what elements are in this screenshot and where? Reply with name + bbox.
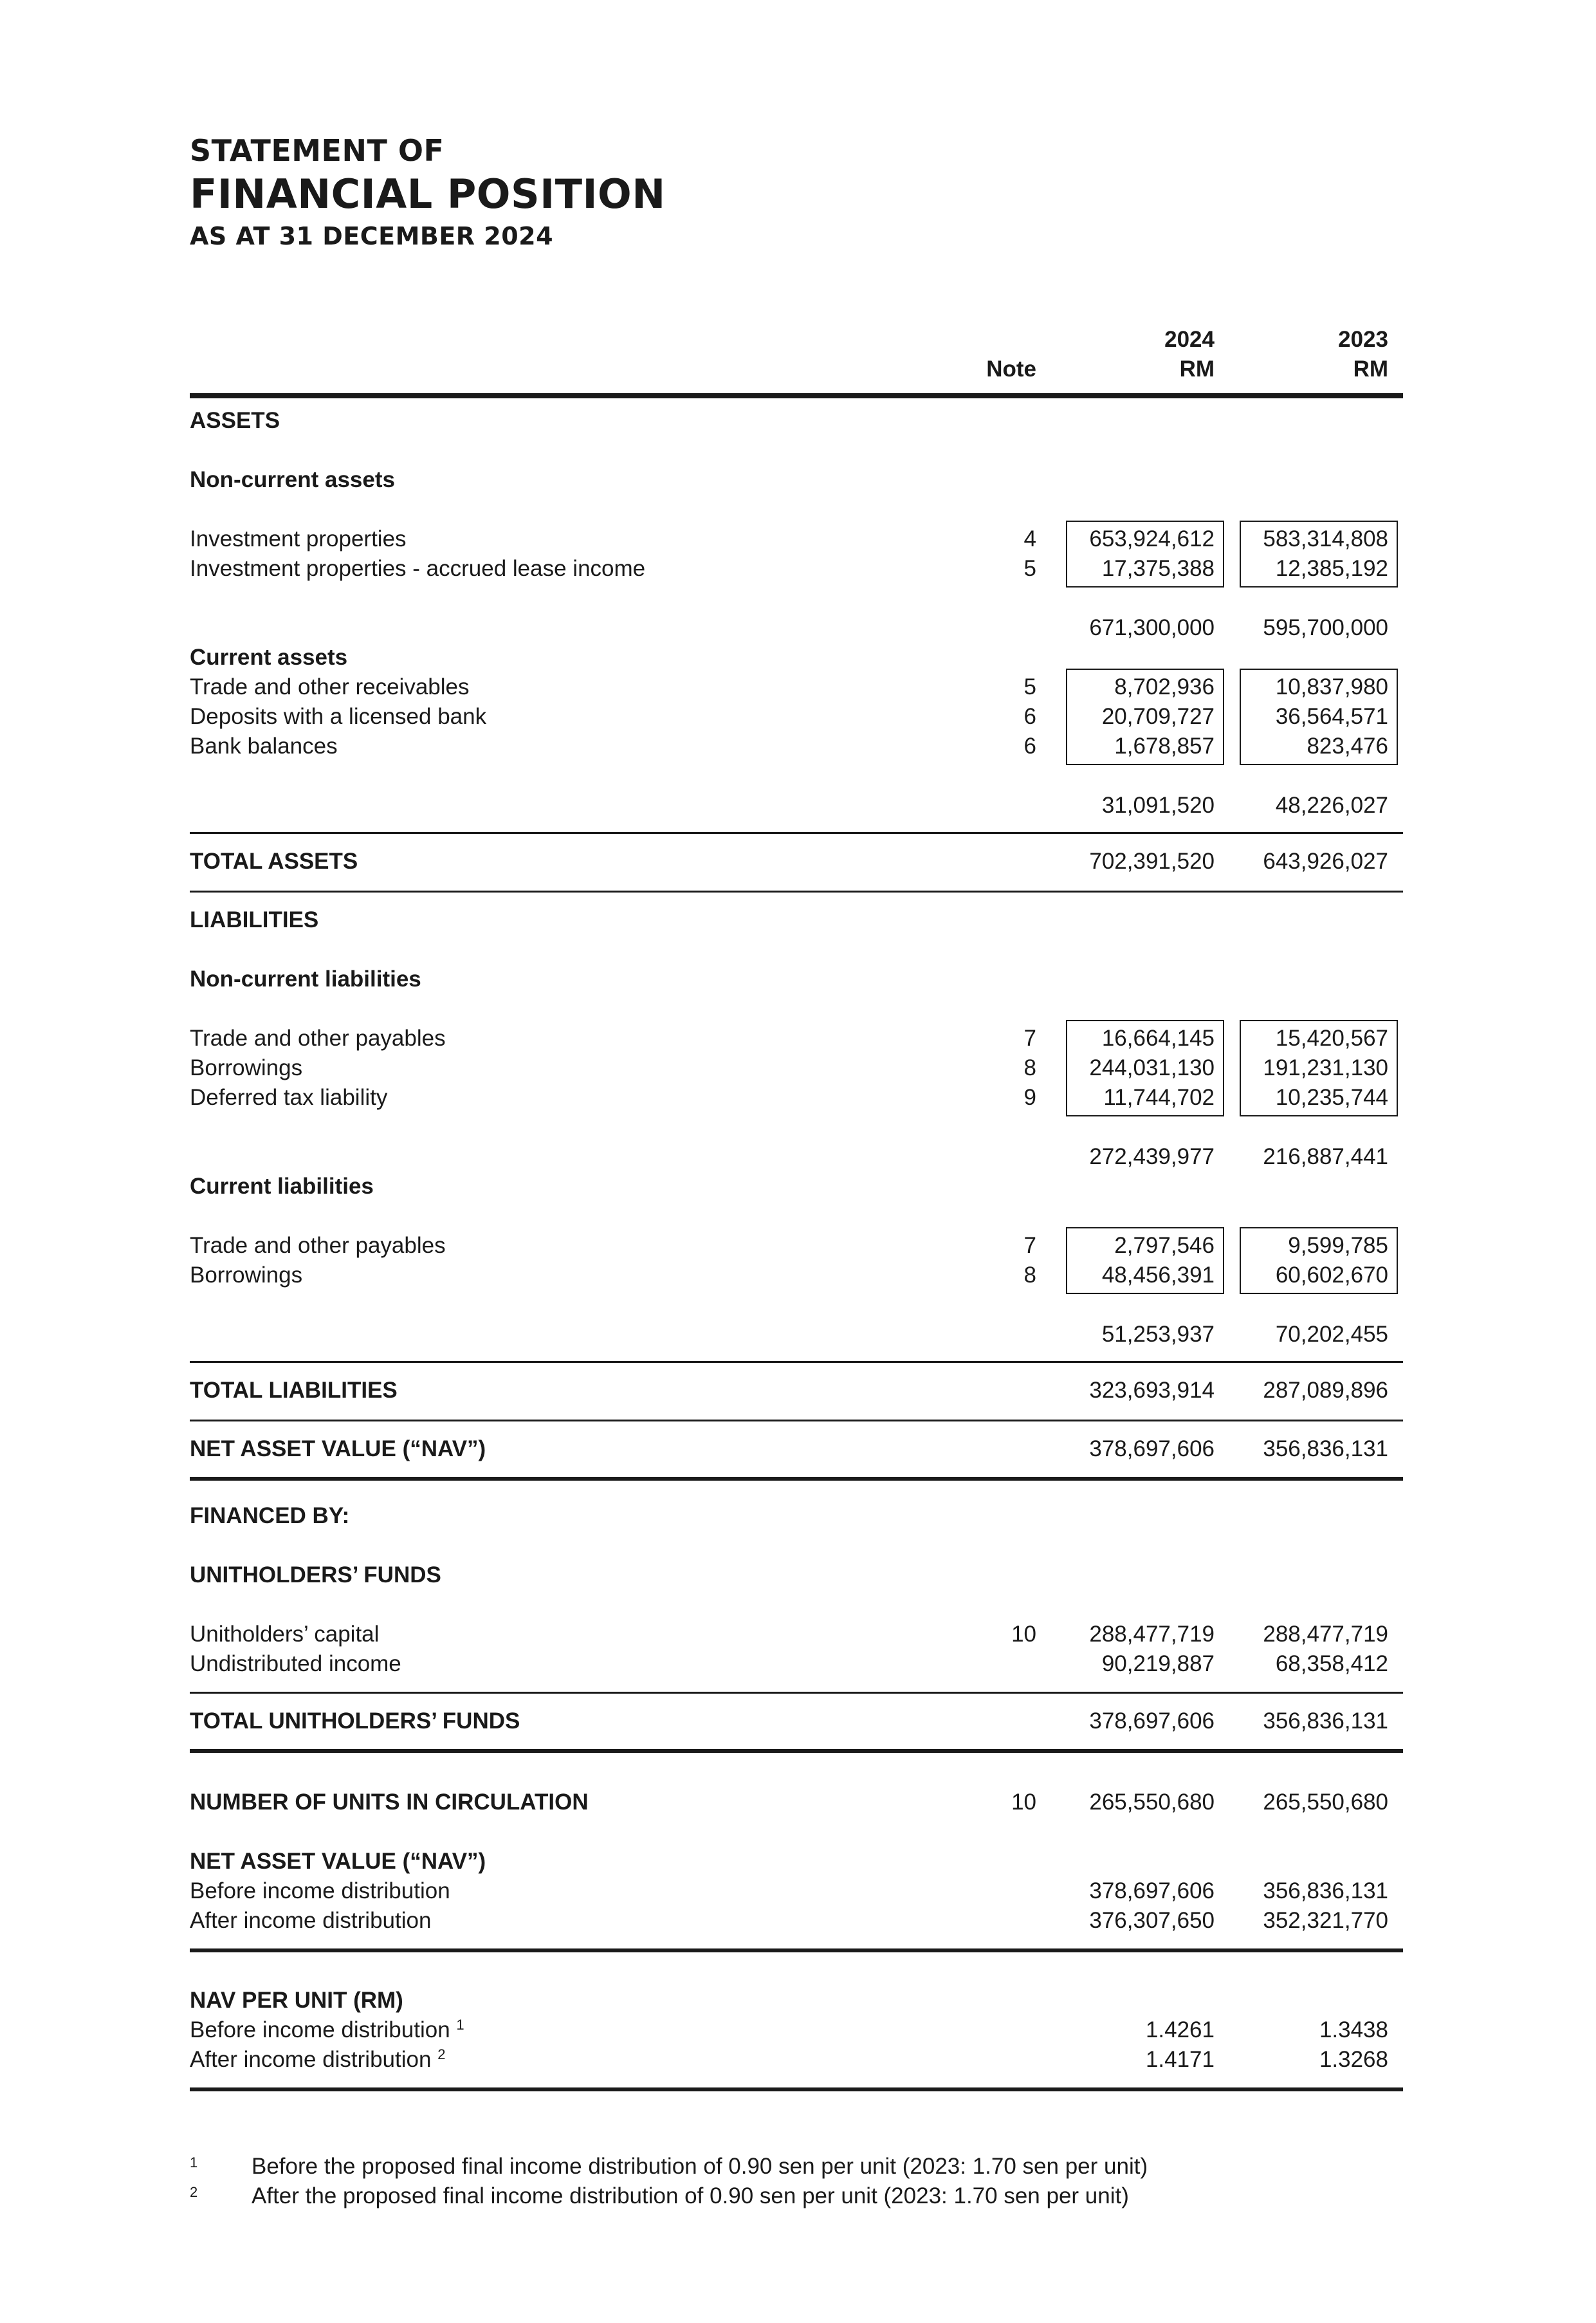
column-unit-2024: RM	[1179, 356, 1215, 382]
divider	[190, 832, 1403, 834]
unitholders-funds-heading: UNITHOLDERS’ FUNDS	[190, 1562, 441, 1587]
table-row: Trade and other receivables 5 8,702,936 10,837,980	[190, 674, 1388, 699]
nav-per-unit-heading: NAV PER UNIT (RM)	[190, 1988, 403, 2013]
current-liabilities-subtotal: 51,253,937 70,202,455	[1101, 1322, 1388, 1347]
current-assets-group	[190, 672, 1403, 761]
nav-detail-heading: NET ASSET VALUE (“NAV”)	[190, 1849, 486, 1874]
table-row: Undistributed income 90,219,887 68,358,412	[190, 1651, 1388, 1676]
title-line-2: FINANCIAL POSITION	[190, 171, 666, 217]
footnote-ref: 2	[437, 2046, 446, 2062]
divider	[190, 891, 1403, 893]
noncurrent-assets-subtotal: 671,300,000 595,700,000	[1089, 615, 1388, 640]
divider	[190, 1420, 1403, 1421]
total-unitholders-funds-row: TOTAL UNITHOLDERS’ FUNDS 378,697,606 356,836,131	[190, 1708, 1388, 1734]
table-row: Before income distribution 378,697,606 356,836,131	[190, 1878, 1388, 1903]
divider	[190, 1361, 1403, 1363]
table-row: Borrowings 8 48,456,391 60,602,670	[190, 1263, 1388, 1288]
column-year-2024: 2024	[1164, 327, 1215, 352]
divider-thick	[190, 2087, 1403, 2091]
noncurrent-liabilities-subtotal: 272,439,977 216,887,441	[1089, 1144, 1388, 1169]
financial-statement-table	[190, 325, 1403, 2091]
table-row: Investment properties 4 653,924,612 583,314,808	[190, 526, 1388, 551]
total-liabilities-row: TOTAL LIABILITIES 323,693,914 287,089,896	[190, 1378, 1388, 1403]
financed-by-heading: FINANCED BY:	[190, 1503, 350, 1528]
divider-thick	[190, 1477, 1403, 1481]
divider-thick	[190, 1749, 1403, 1753]
table-row: Unitholders’ capital 10 288,477,719 288,477,719	[190, 1622, 1388, 1647]
noncurrent-liabilities-group	[190, 1024, 1403, 1113]
total-assets-row: TOTAL ASSETS 702,391,520 643,926,027	[190, 849, 1388, 874]
divider	[190, 1692, 1403, 1694]
page-title	[190, 132, 666, 253]
subheading-noncurrent-assets: Non-current assets	[190, 467, 395, 492]
divider-thick	[190, 1948, 1403, 1952]
column-note: Note	[986, 356, 1036, 382]
footnote-ref: 1	[456, 2017, 464, 2033]
table-row: Borrowings 8 244,031,130 191,231,130	[190, 1055, 1388, 1080]
table-row: Deferred tax liability 9 11,744,702 10,235,744	[190, 1085, 1388, 1110]
title-line-1: STATEMENT OF	[190, 133, 445, 168]
title-date: AS AT 31 DECEMBER 2024	[190, 222, 554, 250]
table-row: Trade and other payables 7 2,797,546 9,599,785	[190, 1233, 1388, 1258]
table-row: After income distribution 376,307,650 352,321,770	[190, 1908, 1388, 1933]
table-row: After income distribution $^2$ 1.4171 1.3268	[190, 2046, 1388, 2072]
section-heading-assets: ASSETS	[190, 408, 280, 433]
current-assets-subtotal: 31,091,520 48,226,027	[1101, 793, 1388, 818]
current-liabilities-group	[190, 1231, 1403, 1290]
header-row-years	[190, 325, 1403, 355]
table-row: Deposits with a licensed bank 6 20,709,727 36,564,571	[190, 704, 1388, 729]
table-row: Trade and other payables 7 16,664,145 15,420,567	[190, 1026, 1388, 1051]
table-row: Before income distribution $^1$ 1.4261 1.3438	[190, 2017, 1388, 2042]
units-in-circulation-row: NUMBER OF UNITS IN CIRCULATION 10 265,550,680 265,550,680	[190, 1790, 1388, 1815]
header-row-units	[190, 355, 1403, 384]
column-unit-2023: RM	[1353, 356, 1388, 382]
statement-page: STATEMENT OF FINANCIAL POSITION AS AT 31 DECEMBER 2024 2024 2023 Note RM RM ASSETS Non-current assets Investment properties 4 653,924,612 583,314,808 Investment properties - accrued lease income 5 17,375,388 12,385,192 671,300,000 595,700,000 Current assets Trade and other receivables 5 8,702,936 10,837,980 Deposits with a licensed bank 6 20,709,727 36,564,571 Bank balances 6 1,678,857 823,476 31,091,520 48,226,027 TOTAL ASSETS 702,391,520 643,926,027 LIABILITIES Non-current liabilities Trade and other payables 7 16,664,145 15,420,567 Borrowings 8 244,031,130 191,231,130 Deferred tax liability 9 11,744,702 10,235,744 272,439,977 216,887,441 Current liabilities Trade and other payables 7 2,797,546 9,599,785 Borrowings 8 48,456,391 60,602,670 51,253,937 70,202,455 TOTAL LIABILITIES 323,693,914 287,089,896 NET ASSET VALUE (“NAV”) 378,697,606 356,836,131 FINANCED BY: UNITHOLDERS’ FUNDS Unitholders’ capital 10 288,477,719 288,477,719 Undistributed income 90,219,887 68,358,412 TOTAL UNITHOLDERS’ FUNDS 378,697,606 356,836,131 NUMBER OF UNITS IN CIRCULATION 10 265,550,680 265,550,680 NET ASSET VALUE (“NAV”) Before income distribution 378,697,606 356,836,131 After income distribution 376,307,650 352,321,770 NAV PER UNIT (RM) Before income distribution $^1$ 1.4261 1.3438 After income distribution $^2$ 1.4171 1.3268 1 Before the proposed final income distribution of 0.90 sen per unit (2023: 1.70 sen per unit) 2 After the proposed final income distribution of 0.90 sen per unit (2023: 1.70 sen per unit)	[0, 0, 1596, 2323]
subheading-current-liabilities: Current liabilities	[190, 1174, 374, 1199]
noncurrent-assets-group	[190, 524, 1403, 584]
subheading-noncurrent-liabilities: Non-current liabilities	[190, 967, 421, 992]
section-heading-liabilities: LIABILITIES	[190, 907, 319, 932]
subheading-current-assets: Current assets	[190, 645, 348, 670]
nav-row: NET ASSET VALUE (“NAV”) 378,697,606 356,836,131	[190, 1436, 1388, 1461]
column-year-2023: 2023	[1338, 327, 1388, 352]
table-row: Investment properties - accrued lease income 5 17,375,388 12,385,192	[190, 556, 1388, 581]
header-rule	[190, 393, 1403, 398]
table-row: Bank balances 6 1,678,857 823,476	[190, 734, 1388, 759]
